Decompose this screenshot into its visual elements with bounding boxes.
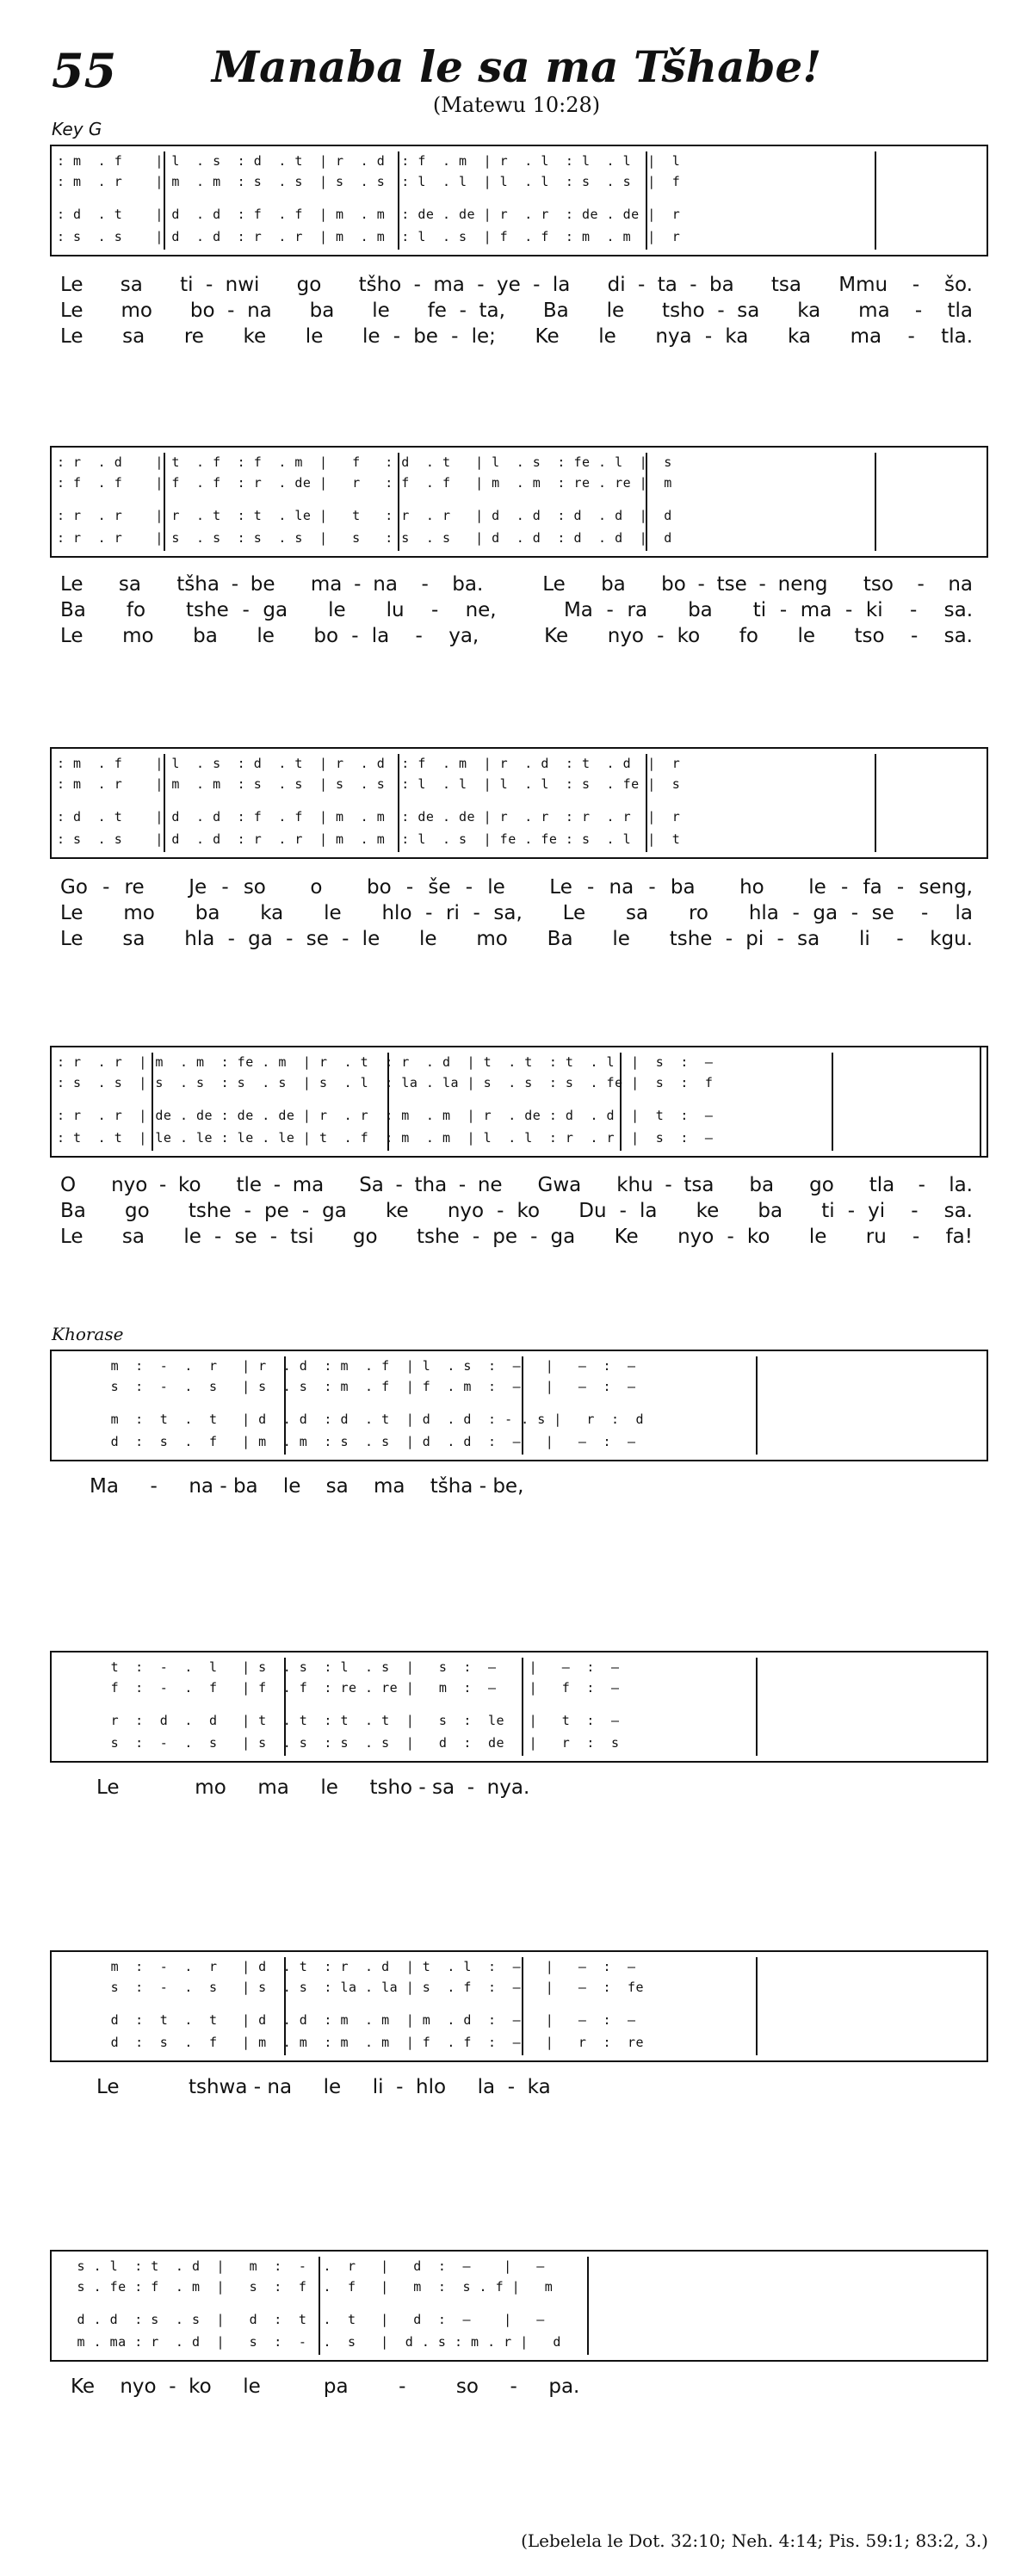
lyric-verse-2: Ba go tshe - pe - ga ke nyo - ko Du - la ke ba ti - yi - sa. — [60, 1200, 973, 1222]
voice-bass: d : s . f | m . m : m . m | f . f : — | r : re — [86, 2035, 645, 2050]
voice-soprano: : r . d | t . f : f . m | f : d . t | l . s : fe . l | s — [57, 454, 672, 470]
lyric-chorus: Le tshwa - na le li - hlo la - ka — [96, 2076, 551, 2098]
lyric-verse-1: Le sa ti - nwi go tšho - ma - ye - la di - ta - ba tsa Mmu - šo. — [60, 274, 973, 296]
music-system — [50, 2250, 988, 2362]
music-system — [50, 1350, 988, 1461]
voice-bass: m . ma : r . d | s : - . s | d . s : m . r | d — [69, 2334, 561, 2350]
voice-tenor: : d . t | d . d : f . f | m . m : de . de | r . r : r . r | r — [57, 809, 681, 825]
lyric-verse-2: Ba fo tshe - ga le lu - ne, Ma - ra ba ti - ma - ki - sa. — [60, 599, 973, 621]
lyric-verse-1: Go - re Je - so o bo - še - le Le - na - ba ho le - fa - seng, — [60, 876, 973, 899]
voice-tenor: : r . r | de . de : de . de | r . r : m . m | r . de : d . d | t : — — [57, 1108, 714, 1123]
voice-soprano: m : - . r | d . t : r . d | t . l : — | — : — — [86, 1959, 636, 1974]
lyric-verse-3: Le sa le - se - tsi go tshe - pe - ga Ke nyo - ko le ru - fa! — [60, 1226, 973, 1248]
hymn-title: Manaba le sa ma Tšhabe! — [211, 41, 822, 92]
music-system — [50, 446, 988, 558]
voice-bass: : r . r | s . s : s . s | s : s . s | d . d : d . d | d — [57, 530, 672, 546]
voice-soprano: : m . f | l . s : d . t | r . d : f . m | r . d : t . d | r — [57, 756, 681, 771]
lyric-verse-2: Le mo ba ka le hlo - ri - sa, Le sa ro hla - ga - se - la — [60, 902, 973, 924]
voice-bass: s : - . s | s . s : s . s | d : de | r : s — [86, 1735, 620, 1751]
lyric-chorus: Ke nyo - ko le pa - so - pa. — [71, 2375, 580, 2398]
music-system — [50, 1651, 988, 1763]
lyric-chorus: Ma - na - ba le sa ma tšha - be, — [90, 1475, 524, 1498]
voice-alto: s : - . s | s . s : la . la | s . f : — | — : fe — [86, 1980, 645, 1995]
music-system — [50, 1046, 988, 1158]
voice-alto: f : - . f | f . f : re . re | m : — | f : — — [86, 1680, 620, 1696]
voice-tenor: d . d : s . s | d : t . t | d : — | — — [69, 2312, 545, 2327]
voice-tenor: d : t . t | d . d : m . m | m . d : — | — : — — [86, 2012, 636, 2028]
voice-bass: : t . t | le . le : le . le | t . f : m . m | l . l : r . r | s : — — [57, 1130, 714, 1146]
voice-alto: : m . r | m . m : s . s | s . s : l . l | l . l : s . fe | s — [57, 776, 681, 792]
voice-alto: s : - . s | s . s : m . f | f . m : — | — : — — [86, 1379, 636, 1394]
voice-alto: : s . s | s . s : s . s | s . l : la . la | s . s : s . fe | s : f — [57, 1075, 714, 1090]
voice-bass: d : s . f | m . m : s . s | d . d : — | — : — — [86, 1434, 636, 1449]
voice-alto: : m . r | m . m : s . s | s . s : l . l | l . l : s . s | f — [57, 174, 681, 189]
lyric-verse-1: O nyo - ko tle - ma Sa - tha - ne Gwa khu - tsa ba go tla - la. — [60, 1174, 973, 1196]
voice-alto: : f . f | f . f : r . de | r : f . f | m . m : re . re | m — [57, 475, 672, 491]
music-system — [50, 747, 988, 859]
voice-soprano: : m . f | l . s : d . t | r . d : f . m | r . l : l . l | l — [57, 153, 681, 169]
hymn-number: 55 — [52, 43, 117, 98]
voice-soprano: m : - . r | r . d : m . f | l . s : — | — : — — [86, 1358, 636, 1374]
voice-tenor: : d . t | d . d : f . f | m . m : de . de | r . r : de . de | r — [57, 207, 681, 222]
voice-alto: s . fe : f . m | s : f . f | m : s . f | m — [69, 2279, 554, 2295]
voice-soprano: : r . r | m . m : fe . m | r . t : r . d | t . t : t . l | s : — — [57, 1054, 714, 1070]
lyric-chorus: Le mo ma le tsho - sa - nya. — [96, 1776, 530, 1799]
music-system — [50, 145, 988, 256]
scripture-subtitle: (Matewu 10:28) — [432, 93, 601, 117]
voice-soprano: t : - . l | s . s : l . s | s : — | — : — — [86, 1659, 620, 1675]
voice-soprano: s . l : t . d | m : - . r | d : — | — — [69, 2258, 545, 2274]
key-signature: Key G — [52, 119, 102, 139]
chorus-label: Khorase — [52, 1324, 124, 1344]
voice-bass: : s . s | d . d : r . r | m . m : l . s | f . f : m . m | r — [57, 229, 681, 244]
scripture-reference: (Lebelela le Dot. 32:10; Neh. 4:14; Pis. 59:1; 83:2, 3.) — [521, 2530, 988, 2551]
voice-tenor: : r . r | r . t : t . le | t : r . r | d . d : d . d | d — [57, 508, 672, 523]
lyric-verse-3: Le sa hla - ga - se - le le mo Ba le tshe - pi - sa li - kgu. — [60, 928, 973, 950]
voice-tenor: r : d . d | t . t : t . t | s : le | t : — — [86, 1713, 620, 1728]
voice-tenor: m : t . t | d . d : d . t | d . d : - . s | r : d — [86, 1412, 645, 1427]
lyric-verse-1: Le sa tšha - be ma - na - ba. Le ba bo - tse - neng tso - na — [60, 573, 973, 596]
lyric-verse-3: Le sa re ke le le - be - le; Ke le nya - ka ka ma - tla. — [60, 325, 973, 348]
lyric-verse-3: Le mo ba le bo - la - ya, Ke nyo - ko fo le tso - sa. — [60, 625, 973, 647]
lyric-verse-2: Le mo bo - na ba le fe - ta, Ba le tsho - sa ka ma - tla — [60, 300, 973, 322]
voice-bass: : s . s | d . d : r . r | m . m : l . s | fe . fe : s . l | t — [57, 831, 681, 847]
music-system — [50, 1950, 988, 2062]
